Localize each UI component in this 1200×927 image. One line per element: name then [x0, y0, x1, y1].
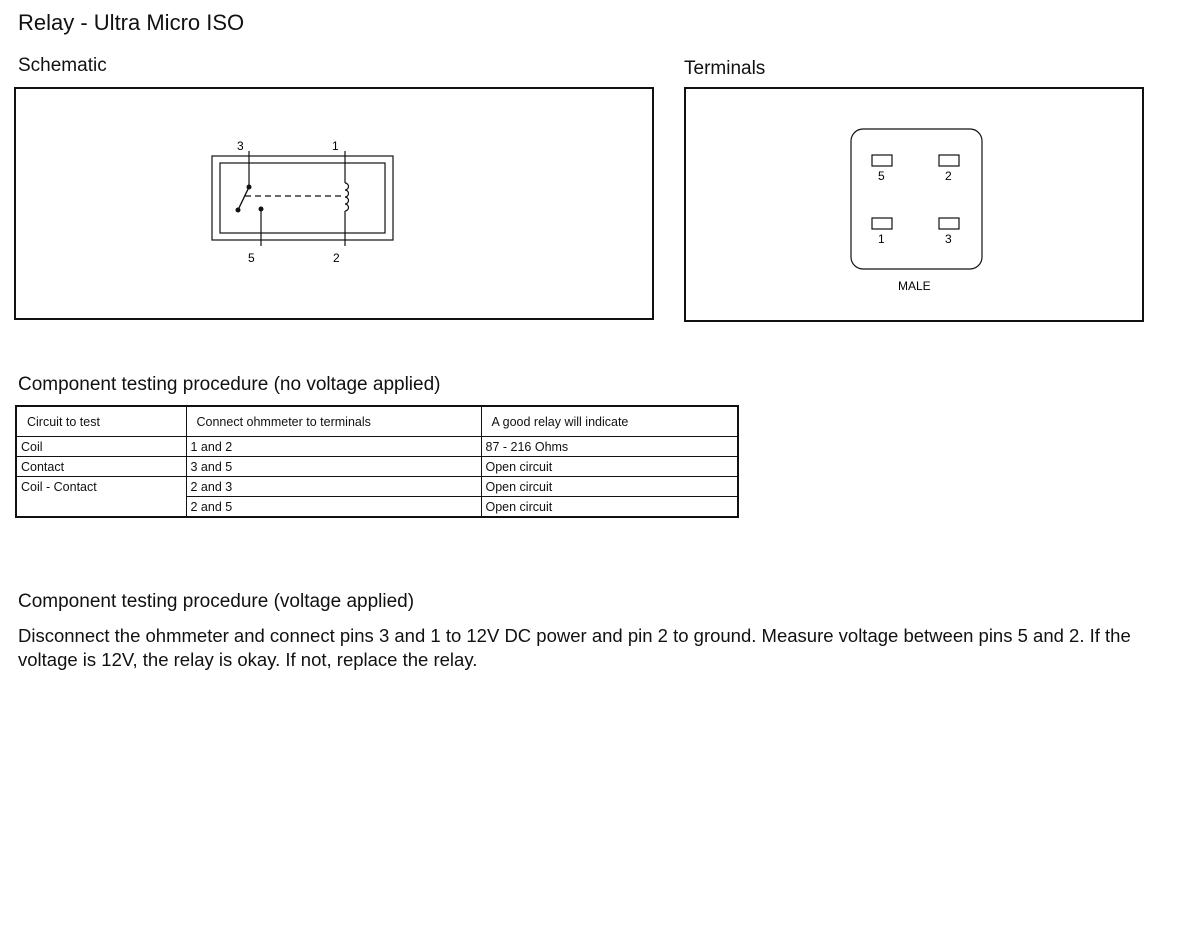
relay-outer-box [212, 156, 393, 240]
procedure-table [15, 405, 739, 518]
relay-inner-box [220, 163, 385, 233]
table-cell: Open circuit [481, 457, 738, 477]
terminals-frame [684, 87, 1144, 322]
connector-outline [851, 129, 982, 269]
connector-gender-label: MALE [898, 279, 931, 293]
terminal-1-slot [872, 218, 892, 229]
terminal-5-slot [872, 155, 892, 166]
table-cell: Contact [16, 457, 186, 477]
terminal-label-1: 1 [878, 232, 885, 246]
column-header: A good relay will indicate [481, 406, 738, 437]
table-cell [16, 497, 186, 518]
no-voltage-heading: Component testing procedure (no voltage applied) [18, 374, 441, 395]
table-cell: 2 and 3 [186, 477, 481, 497]
switch-pivot-dot [236, 208, 241, 213]
table-row [16, 497, 738, 518]
table-row [16, 437, 738, 457]
table-cell: 3 and 5 [186, 457, 481, 477]
terminals-heading: Terminals [684, 58, 766, 79]
pin-label-3: 3 [237, 139, 244, 153]
terminals-diagram [686, 89, 1142, 320]
table-cell: 87 - 216 Ohms [481, 437, 738, 457]
relay-schematic-diagram [16, 89, 652, 318]
pin-label-1: 1 [332, 139, 339, 153]
table-cell: 2 and 5 [186, 497, 481, 518]
schematic-heading: Schematic [18, 55, 107, 76]
table-cell: Coil [16, 437, 186, 457]
pin-label-5: 5 [248, 251, 255, 265]
table-cell: 1 and 2 [186, 437, 481, 457]
table-cell: Open circuit [481, 477, 738, 497]
switch-arm [238, 187, 249, 210]
coil-icon [345, 183, 349, 211]
table-row [16, 457, 738, 477]
column-header: Connect ohmmeter to terminals [186, 406, 481, 437]
column-header: Circuit to test [16, 406, 186, 437]
terminal-label-2: 2 [945, 169, 952, 183]
schematic-frame [14, 87, 654, 320]
terminal-3-slot [939, 218, 959, 229]
table-cell: Coil - Contact [16, 477, 186, 497]
table-header-row [16, 406, 738, 437]
terminal-label-5: 5 [878, 169, 885, 183]
table-cell: Open circuit [481, 497, 738, 518]
table-row [16, 477, 738, 497]
terminal-label-3: 3 [945, 232, 952, 246]
page-title: Relay - Ultra Micro ISO [18, 10, 245, 35]
procedure-table-wrap [15, 405, 739, 518]
voltage-instructions: Disconnect the ohmmeter and connect pins 3 and 1 to 12V DC power and pin 2 to ground. Measure voltage between pins 5 and 2. If the voltage is 12V, the relay is okay. If not, replace the relay. [18, 625, 1131, 670]
pin-label-2: 2 [333, 251, 340, 265]
voltage-heading: Component testing procedure (voltage applied) [18, 591, 415, 612]
terminal-2-slot [939, 155, 959, 166]
